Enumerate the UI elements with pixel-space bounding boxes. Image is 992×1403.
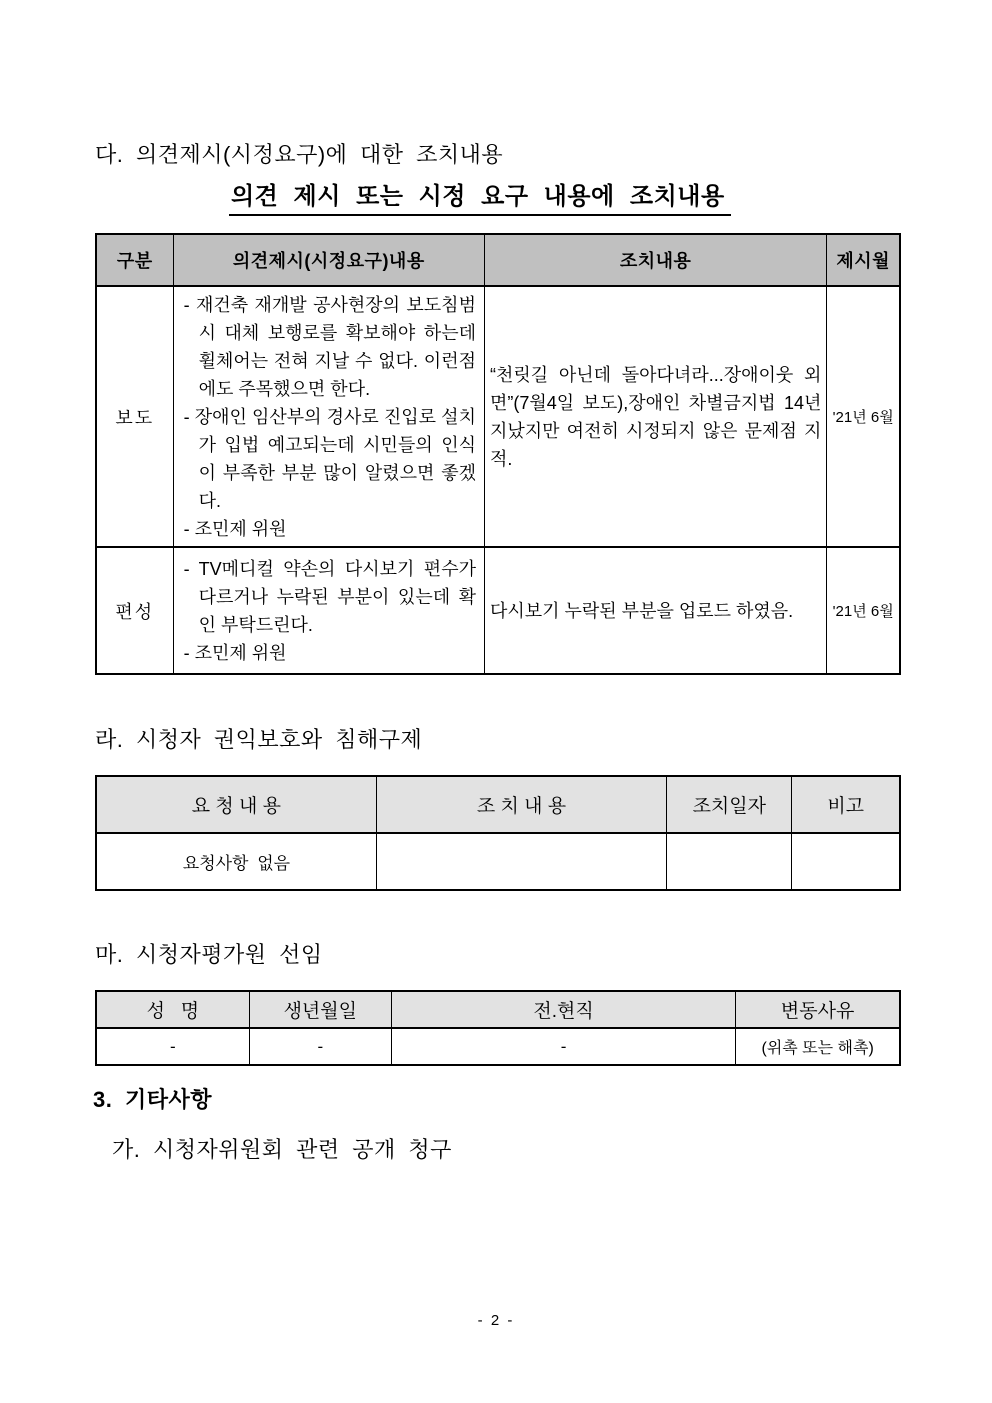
evaluator-table: [95, 990, 901, 1066]
action-cell: 다시보기 누락된 부분을 업로드 하였음.: [484, 547, 826, 674]
request-cell: 요청사항 없음: [96, 833, 376, 890]
opinion-item: - 재건축 재개발 공사현장의 보도침범시 대체 보행로를 확보해야 하는데 휠체어는 전혀 지날 수 없다. 이런점에도 주목했으면 한다.: [183, 294, 476, 399]
t3-header-change-reason: 변동사유: [736, 991, 900, 1028]
rights-protection-table: [95, 775, 901, 891]
t2-header-row: [96, 776, 900, 833]
opinion-action-table: [95, 233, 901, 675]
t1-header-opinion: 의견제시(시정요구)내용: [173, 234, 484, 286]
table-row: [96, 286, 900, 547]
month-cell: '21년 6월: [827, 547, 900, 674]
t2-header-request: 요 청 내 용: [96, 776, 376, 833]
category-cell: 보도: [96, 286, 173, 547]
month-cell: '21년 6월: [827, 286, 900, 547]
t1-header-action: 조치내용: [484, 234, 826, 286]
position-cell: -: [391, 1028, 735, 1065]
t3-header-row: [96, 991, 900, 1028]
date-cell: [667, 833, 792, 890]
table-row: [96, 547, 900, 674]
t1-header-month: 제시월: [827, 234, 900, 286]
t1-header-row: [96, 234, 900, 286]
t3-header-birthdate: 생년월일: [249, 991, 391, 1028]
section-ma-heading: 마. 시청자평가원 선임: [95, 942, 323, 967]
change-reason-cell: (위촉 또는 해촉): [736, 1028, 900, 1065]
opinion-item: - TV메디컬 약손의 다시보기 편수가 다르거나 누락된 부분이 있는데 확인 부탁드린다.: [183, 558, 476, 635]
section-3-heading: 3. 기타사항: [93, 1087, 212, 1112]
t3-header-name: 성 명: [96, 991, 249, 1028]
t2-header-note: 비고: [792, 776, 900, 833]
section-da-heading: 다. 의견제시(시정요구)에 대한 조치내용: [95, 142, 504, 167]
section-3-ga-heading: 가. 시청자위원회 관련 공개 청구: [112, 1137, 452, 1162]
action-cell: “천릿길 아닌데 돌아다녀라...장애이웃 외면”(7월4일 보도),장애인 차별금지법 14년 지났지만 여전히 시정되지 않은 문제점 지적.: [484, 286, 826, 547]
table-row: [96, 1028, 900, 1065]
t3-header-position: 전.현직: [391, 991, 735, 1028]
birthdate-cell: -: [249, 1028, 391, 1065]
note-cell: [792, 833, 900, 890]
opinion-cell: [173, 286, 484, 547]
t2-header-date: 조치일자: [667, 776, 792, 833]
opinion-item: - 장애인 임산부의 경사로 진입로 설치가 입법 예고되는데 시민들의 인식이 부족한 부분 많이 알렸으면 좋겠다.: [183, 406, 476, 511]
section-ra-heading: 라. 시청자 권익보호와 침해구제: [95, 727, 423, 752]
t2-header-action: 조 치 내 용: [376, 776, 666, 833]
opinion-item: - 조민제 위원: [183, 518, 287, 539]
page-number: - 2 -: [477, 1312, 515, 1329]
action-cell: [376, 833, 666, 890]
opinion-cell: [173, 547, 484, 674]
opinion-item: - 조민제 위원: [183, 642, 287, 663]
category-cell: 편성: [96, 547, 173, 674]
table1-title: 의견 제시 또는 시정 요구 내용에 조치내용: [229, 176, 731, 216]
t1-header-category: 구분: [96, 234, 173, 286]
name-cell: -: [96, 1028, 249, 1065]
table-row: [96, 833, 900, 890]
